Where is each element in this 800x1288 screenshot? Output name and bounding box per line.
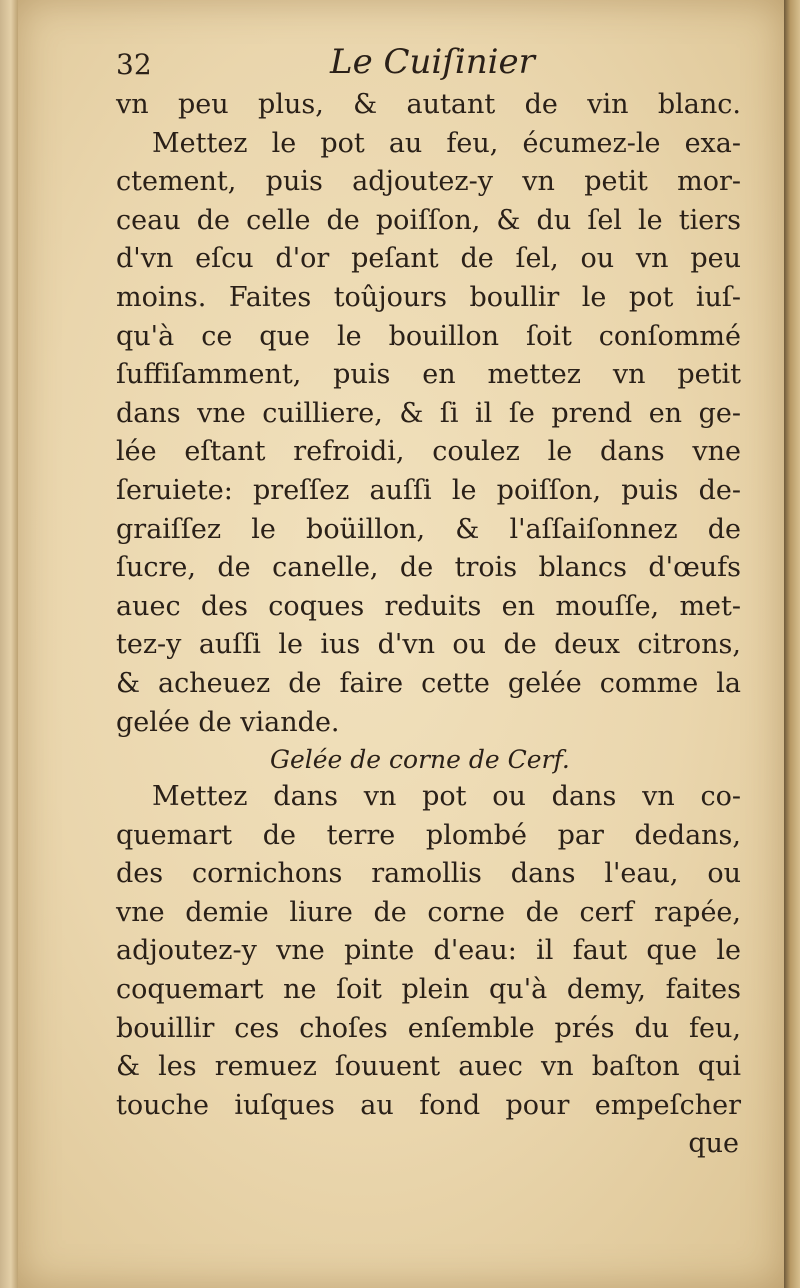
text-line: bouillir ces choſes enſemble prés du feu, bbox=[116, 1012, 741, 1044]
text-line: & les remuez ſouuent auec vn baſton qui bbox=[116, 1051, 741, 1083]
left-page-edge bbox=[0, 0, 18, 1288]
text-line: Mettez dans vn pot ou dans vn co- bbox=[152, 781, 741, 813]
text-line: ceau de celle de poiſſon, & du ſel le tiers bbox=[116, 204, 741, 236]
catchword: que bbox=[688, 1128, 739, 1160]
text-line: Mettez le pot au feu, écumez-le exa- bbox=[152, 127, 741, 159]
text-line: ſucre, de canelle, de trois blancs d'œufs bbox=[116, 552, 741, 584]
right-page-edge bbox=[784, 0, 800, 1288]
text-line: lée eſtant refroidi, coulez le dans vne bbox=[116, 436, 741, 468]
text-line: vn peu plus, & autant de vin blanc. bbox=[116, 89, 741, 120]
text-line: auec des coques reduits en mouſſe, met- bbox=[116, 590, 741, 622]
page-header bbox=[0, 42, 800, 86]
text-line: ctement, puis adjoutez-y vn petit mor- bbox=[116, 166, 741, 198]
section-heading: Gelée de corne de Cerf. bbox=[270, 745, 570, 775]
text-line: adjoutez-y vne pinte d'eau: il faut que le bbox=[116, 935, 741, 967]
text-line: ſuffiſamment, puis en mettez vn petit bbox=[116, 359, 741, 391]
text-line: touche iuſques au fond pour empeſcher bbox=[116, 1089, 741, 1121]
running-title: Le Cuiſinier bbox=[330, 42, 535, 82]
text-line: & acheuez de faire cette gelée comme la bbox=[116, 667, 741, 699]
text-line: graiſſez le boüillon, & l'aſſaiſonnez de bbox=[116, 513, 741, 545]
text-line: gelée de viande. bbox=[116, 706, 340, 738]
text-line: moins. Faites toûjours boullir le pot iuſ- bbox=[116, 281, 741, 313]
text-line: qu'à ce que le bouillon ſoit conſommé bbox=[116, 320, 741, 352]
text-line: vne demie liure de corne de cerf rapée, bbox=[116, 896, 741, 928]
text-line: coquemart ne ſoit plein qu'à demy, faites bbox=[116, 974, 741, 1006]
text-line: dans vne cuilliere, & ſi il ſe prend en ge- bbox=[116, 397, 741, 429]
text-line: ſeruiete: preſſez auſſi le poiſſon, puis de- bbox=[116, 474, 741, 506]
page-number: 32 bbox=[116, 48, 152, 81]
text-line: d'vn eſcu d'or peſant de ſel, ou vn peu bbox=[116, 243, 741, 275]
text-line: quemart de terre plombé par dedans, bbox=[116, 819, 741, 851]
text-line: tez-y auſſi le ius d'vn ou de deux citrons, bbox=[116, 629, 741, 661]
text-line: des cornichons ramollis dans l'eau, ou bbox=[116, 858, 741, 890]
page-body bbox=[116, 86, 741, 1163]
